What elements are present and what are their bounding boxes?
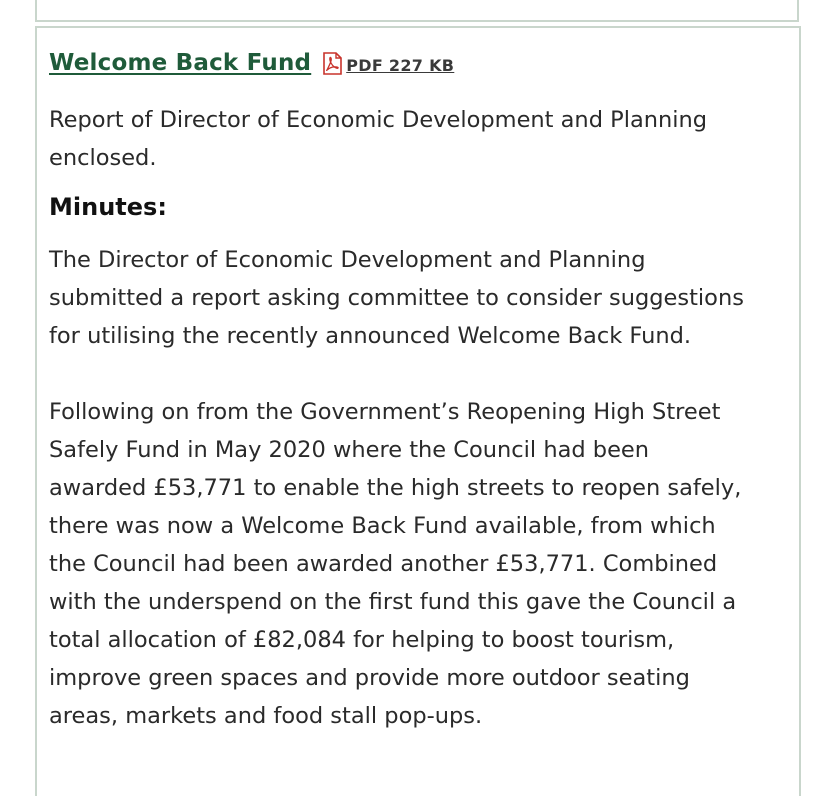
pdf-file-label: PDF 227 KB (346, 56, 455, 75)
pdf-icon (321, 52, 343, 76)
previous-item-panel (35, 0, 799, 22)
document-title-link[interactable]: Welcome Back Fund (49, 50, 312, 76)
pdf-download-link[interactable] (321, 52, 454, 76)
minutes-paragraph-2: Following on from the Government’s Reopening High Street Safely Fund in May 2020 where the Council had been awarded £53,771 to enable the high streets to reopen safely, there was now a Welcome Back Fund available, from which the Council had been awarded another £53,771. Combined with the underspend on the first fund this gave the Council a total allocation of £82,084 for helping to boost tourism, improve green spaces and provide more outdoor seating areas, markets and food stall pop-ups. (49, 399, 742, 729)
minutes-heading: Minutes: (49, 193, 167, 221)
report-note: Report of Director of Economic Development and Planning enclosed. (49, 107, 708, 171)
document-link-row (49, 50, 454, 76)
minutes-paragraph-1: The Director of Economic Development and Planning submitted a report asking committee to consider suggestions for utilising the recently announced Welcome Back Fund. (49, 247, 744, 349)
